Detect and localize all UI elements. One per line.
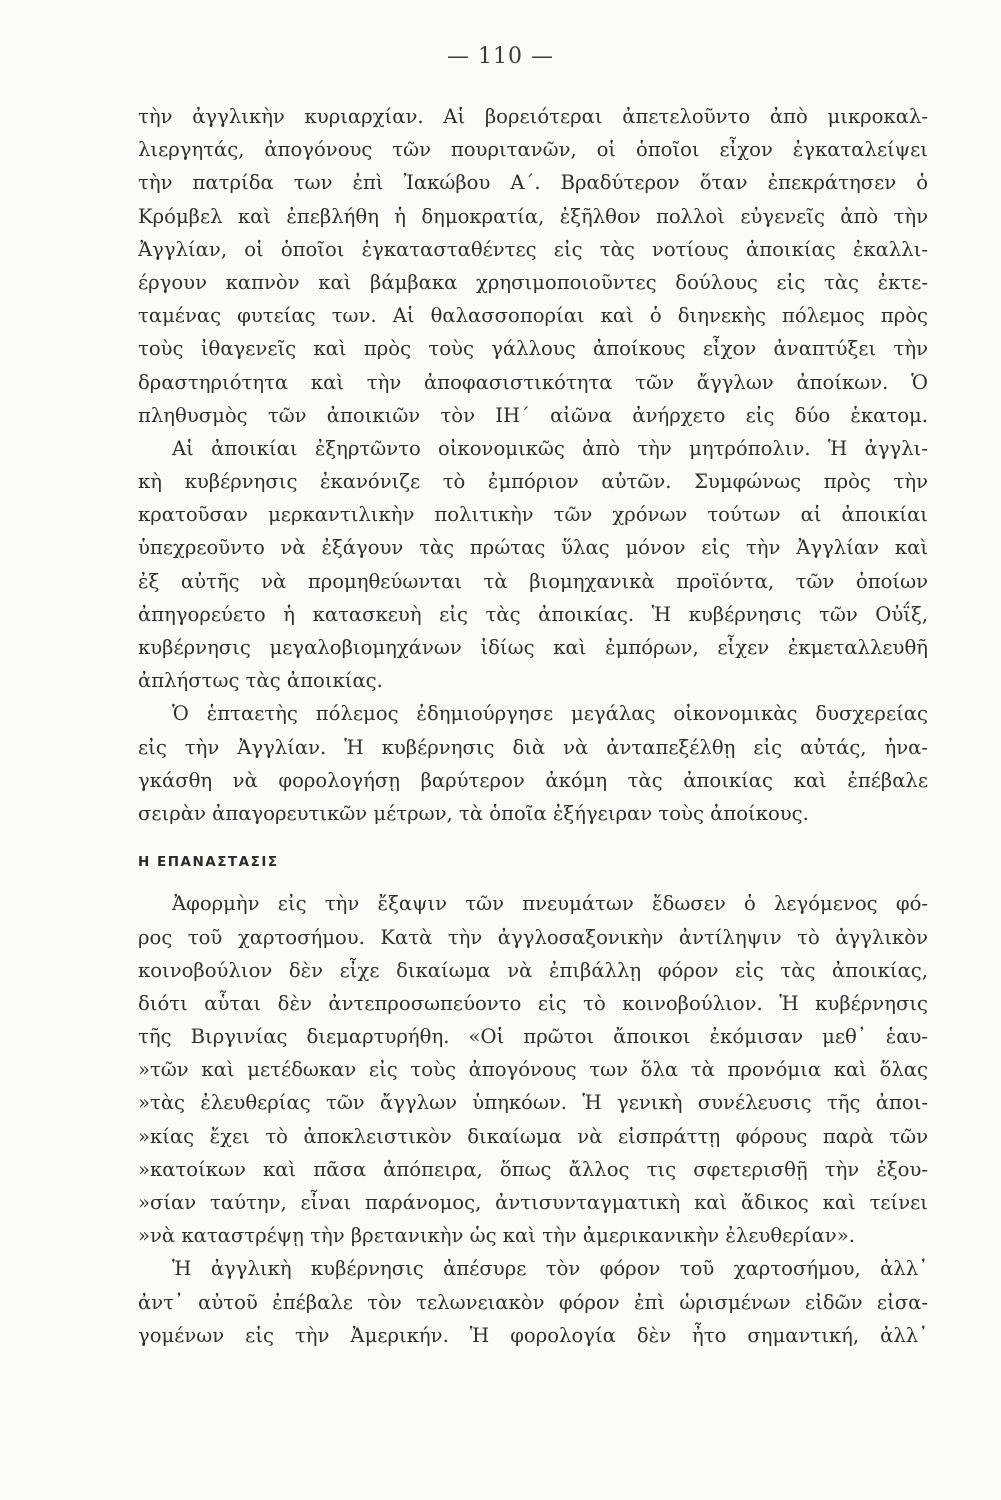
text-line: ἐξ αὐτῆς νὰ προμηθεύωνται τὰ βιομηχανικὰ προϊόντα, τῶν ὁποίων	[138, 569, 928, 593]
page-number: — 110 —	[447, 44, 554, 69]
heading-gap	[138, 879, 928, 887]
text-line: λιεργητάς, ἀπογόνους τῶν πουριτανῶν, οἱ ὁποῖοι εἶχον ἐγκαταλείψει	[138, 138, 928, 162]
paragraph-last-line: σειρὰν ἀπαγορευτικῶν μέτρων, τὰ ὁποῖα ἐξήγειραν τοὺς ἀποίκους.	[138, 801, 809, 825]
quote-line: »κίας ἔχει τὸ ἀποκλειστικὸν δικαίωμα νὰ εἰσπράττῃ φόρους παρὰ τῶν	[138, 1124, 928, 1148]
text-line: Ἀγγλίαν, οἱ ὁποῖοι ἐγκατασταθέντες εἰς τὰς νοτίους ἀποικίας ἐκαλλι-	[138, 237, 928, 261]
paragraph-first-line: Ἡ ἀγγλικὴ κυβέρνησις ἀπέσυρε τὸν φόρον τοῦ χαρτοσήμου, ἀλλ᾿	[172, 1257, 928, 1281]
text-line: κυβέρνησις μεγαλοβιομηχάνων ἰδίως καὶ ἐμπόρων, εἶχεν ἐκμεταλλευθῆ	[138, 636, 928, 659]
text-line: εἰς τὴν Ἀγγλίαν. Ἡ κυβέρνησις διὰ νὰ ἀνταπεξέλθῃ εἰς αὐτάς, ἠνα-	[138, 735, 928, 759]
text-line: διότι αὗται δὲν ἀντεπροσωπεύοντο εἰς τὸ κοινοβούλιον. Ἡ κυβέρνησις	[138, 991, 928, 1015]
text-line: ρος τοῦ χαρτοσήμου. Κατὰ τὴν ἀγγλοσαξονικὴν ἀντίληψιν τὸ ἀγγλικὸν	[138, 925, 928, 949]
text-line: τὴν πατρίδα των ἐπὶ Ἰακώβου Α΄. Βραδύτερον ὅταν ἐπεκράτησεν ὁ	[138, 171, 928, 195]
text-line: ὑπεχρεοῦντο νὰ ἐξάγουν τὰς πρώτας ὕλας μόνον εἰς τὴν Ἀγγλίαν καὶ	[138, 536, 928, 560]
section-heading: Η ΕΠΑΝΑΣΤΑΣΙΣ	[138, 854, 279, 871]
text-line: κὴ κυβέρνησις ἐκανόνιζε τὸ ἐμπόριον αὐτῶν. Συμφώνως πρὸς τὴν	[138, 470, 928, 494]
quote-line: »κατοίκων καὶ πᾶσα ἀπόπειρα, ὅπως ἄλλος τις σφετερισθῇ τὴν ἐξου-	[138, 1157, 928, 1181]
text-line: ἀντ᾿ αὐτοῦ ἐπέβαλε τὸν τελωνειακὸν φόρον ἐπὶ ὡρισμένων εἰδῶν εἰσα-	[138, 1290, 928, 1314]
text-line: πληθυσμὸς τῶν ἀποικιῶν τὸν ΙΗ΄ αἰῶνα ἀνήρχετο εἰς δύο ἑκατομ.	[138, 403, 928, 427]
paragraph-first-line: Ὁ ἑπταετὴς πόλεμος ἐδημιούργησε μεγάλας οἰκονομικὰς δυσχερείας	[172, 702, 928, 726]
quote-line: »νὰ καταστρέψῃ τὴν βρετανικὴν ὡς καὶ τὴν ἀμερικανικὴν ἐλευθερίαν».	[138, 1224, 855, 1248]
paragraph-first-line: Ἀφορμὴν εἰς τὴν ἔξαψιν τῶν πνευμάτων ἔδωσεν ὁ λεγόμενος φό-	[172, 892, 928, 916]
text-line: κοινοβούλιον δὲν εἶχε δικαίωμα νὰ ἐπιβάλλῃ φόρον εἰς τὰς ἀποικίας,	[138, 958, 928, 982]
text-line: Κρόμβελ καὶ ἐπεβλήθη ἡ δημοκρατία, ἐξῆλθον πολλοὶ εὐγενεῖς ἀπὸ τὴν	[138, 204, 928, 228]
text-line: γομένων εἰς τὴν Ἀμερικήν. Ἡ φορολογία δὲν ἦτο σημαντική, ἀλλ᾿	[138, 1323, 928, 1347]
text-line: γκάσθη νὰ φορολογήσῃ βαρύτερον ἀκόμη τὰς ἀποικίας καὶ ἐπέβαλε	[138, 768, 928, 792]
page-body	[138, 100, 928, 1352]
text-line: τοὺς ἰθαγενεῖς καὶ πρὸς τοὺς γάλλους ἀποίκους εἶχον ἀναπτύξει τὴν	[138, 337, 928, 361]
quote-line: »σίαν ταύτην, εἶναι παράνομος, ἀντισυνταγματικὴ καὶ ἄδικος καὶ τείνει	[138, 1191, 928, 1214]
quote-line: »τῶν καὶ μετέδωκαν εἰς τοὺς ἀπογόνους των ὅλα τὰ προνόμια καὶ ὅλας	[138, 1058, 928, 1082]
text-line: ἀπηγορεύετο ἡ κατασκευὴ εἰς τὰς ἀποικίας. Ἡ κυβέρνησις τῶν Οὐΐξ,	[138, 602, 928, 626]
section-gap	[138, 830, 928, 846]
paragraph-first-line: Αἱ ἀποικίαι ἐξηρτῶντο οἰκονομικῶς ἀπὸ τὴν μητρόπολιν. Ἡ ἀγγλι-	[172, 436, 928, 460]
quote-line: »τὰς ἐλευθερίας τῶν ἄγγλων ὑπηκόων. Ἡ γενικὴ συνέλευσις τῆς ἀποι-	[138, 1091, 928, 1115]
paragraph-last-line: ἀπλήστως τὰς ἀποικίας.	[138, 669, 383, 693]
text-line: δραστηριότητα καὶ τὴν ἀποφασιστικότητα τῶν ἄγγλων ἀποίκων. Ὁ	[138, 370, 928, 394]
text-line: ταμένας φυτείας των. Αἱ θαλασσοπορίαι καὶ ὁ διηνεκὴς πόλεμος πρὸς	[138, 304, 928, 328]
text-line: έργουν καπνὸν καὶ βάμβακα χρησιμοποιοῦντες δούλους εἰς τὰς ἐκτε-	[138, 270, 928, 294]
text-line: κρατοῦσαν μερκαντιλικὴν πολιτικὴν τῶν χρόνων τούτων αἱ ἀποικίαι	[138, 503, 928, 527]
text-line: τὴν ἀγγλικὴν κυριαρχίαν. Αἱ βορειότεραι ἀπετελοῦντο ἀπὸ μικροκαλ-	[138, 105, 928, 128]
text-line: τῆς Βιργινίας διεμαρτυρήθη. «Οἱ πρῶτοι ἄποικοι ἐκόμισαν μεθ᾿ ἑαυ-	[138, 1025, 928, 1049]
